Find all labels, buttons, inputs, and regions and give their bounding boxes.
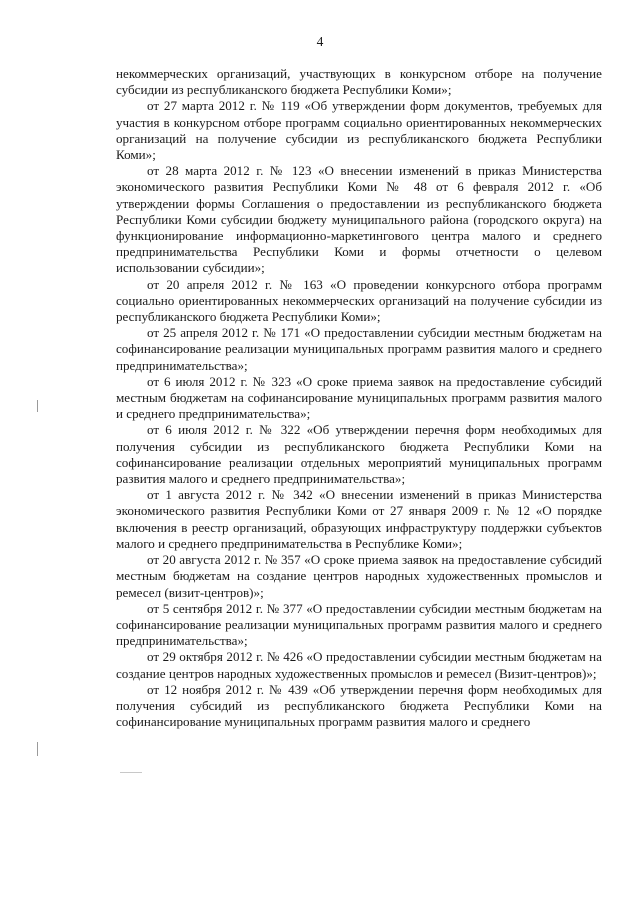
scan-mark <box>37 742 38 756</box>
paragraph-order-323: от 6 июля 2012 г. № 323 «О сроке приема заявок на предоставление субсидий местным бюджетам на софинансирование муниципальных программ развития малого и среднего предпринимательства»; <box>116 373 602 422</box>
paragraph-order-163: от 20 апреля 2012 г. № 163 «О проведении конкурсного отбора программ социально ориентированных некоммерческих организаций на получение субсидии из республиканского бюджета Республики Коми»; <box>116 276 602 325</box>
scan-mark <box>37 400 38 412</box>
paragraph-order-357: от 20 августа 2012 г. № 357 «О сроке приема заявок на предоставление субсидий местным бюджетам на создание центров народных художественных промыслов и ремесел (визит-центров)»; <box>116 552 602 600</box>
paragraph-order-342: от 1 августа 2012 г. № 342 «О внесении изменений в приказ Министерства экономического развития Республики Коми от 27 января 2009 г. № 12 «О порядке включения в реестр организаций, образующих инфраструктуру поддержки субъектов малого и среднего предпринимательства в Республике Коми»; <box>116 487 602 551</box>
paragraph-order-322: от 6 июля 2012 г. № 322 «Об утверждении перечня форм необходимых для получения субсидии из республиканского бюджета Республики Коми на софинансирование реализации отдельных мероприятий муниципальных программ развития малого и среднего предпринимательства»; <box>116 422 602 487</box>
paragraph-order-123: от 28 марта 2012 г. № 123 «О внесении изменений в приказ Министерства экономического развития Республики Коми № 48 от 6 февраля 2012 г. «Об утверждении формы Соглашения о предоставлении из республиканского бюджета Республики Коми субсидии бюджету муниципального района (городского округа) на функционирование информационно-маркетингового центра малого и среднего предпринимательства Республики Коми и формы отчетности о целевом использовании субсидии»; <box>116 163 602 276</box>
page-number: 4 <box>316 34 324 49</box>
document-body <box>116 66 602 730</box>
paragraph-order-119: от 27 марта 2012 г. № 119 «Об утверждении форм документов, требуемых для участия в конкурсном отборе программ социально ориентированных некоммерческих организаций на получение субсидии из республиканского бюджета Республики Коми»; <box>116 98 602 163</box>
scan-mark <box>120 772 142 773</box>
paragraph-continuation: некоммерческих организаций, участвующих в конкурсном отборе на получение субсидии из республиканского бюджета Республики Коми»; <box>116 66 602 98</box>
paragraph-order-426: от 29 октября 2012 г. № 426 «О предоставлении субсидии местным бюджетам на создание центров народных художественных промыслов и ремесел (Визит-центров)»; <box>116 649 602 681</box>
paragraph-order-171: от 25 апреля 2012 г. № 171 «О предоставлении субсидии местным бюджетам на софинансирование реализации муниципальных программ развития малого и среднего предпринимательства»; <box>116 325 602 373</box>
paragraph-order-377: от 5 сентября 2012 г. № 377 «О предоставлении субсидии местным бюджетам на софинансирование реализации муниципальных программ развития малого и среднего предпринимательства»; <box>116 600 602 649</box>
paragraph-order-439: от 12 ноября 2012 г. № 439 «Об утверждении перечня форм необходимых для получения субсидий из республиканского бюджета Республики Коми на софинансирование муниципальных программ развития малого и среднего <box>116 681 602 730</box>
